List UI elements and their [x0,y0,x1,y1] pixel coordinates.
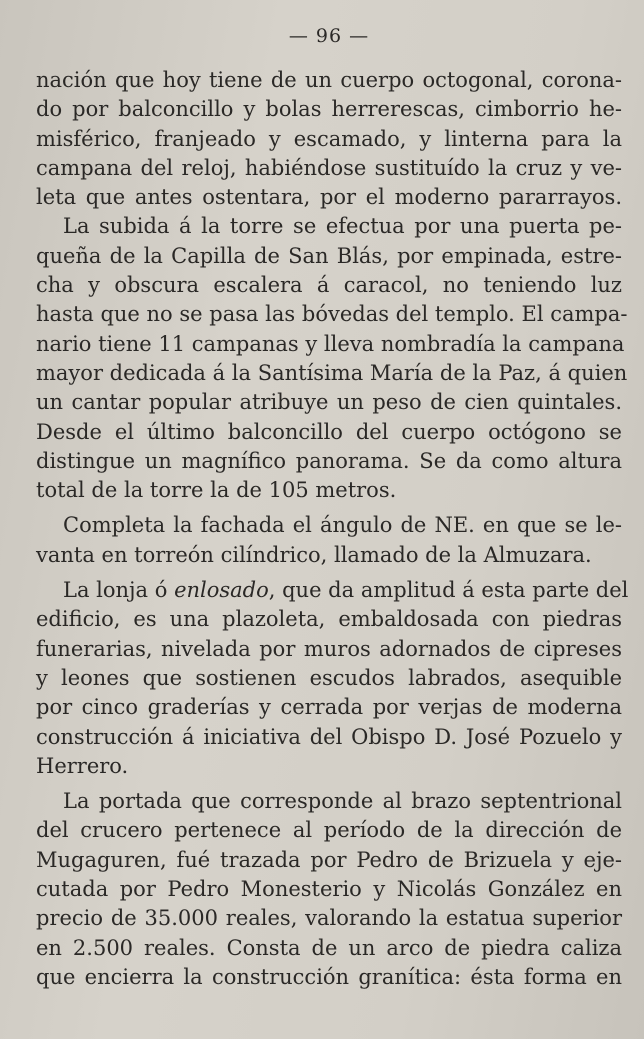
text-line: hasta que no se pasa las bóvedas del templo. El campa- [36,302,628,327]
text-line: edificio, es una plazoleta, embaldosada con piedras [36,607,622,632]
text-line: La subida á la torre se efectua por una puerta pe- [63,214,622,239]
text-line: campana del reloj, habiéndose sustituído la cruz y ve- [36,155,622,180]
text-line: Herrero. [36,753,129,778]
text-run: , que da amplitud á esta parte del [268,578,629,603]
text-line: total de la torre la de 105 metros. [36,478,397,503]
text-line: leta que antes ostentara, por el moderno pararrayos. [36,185,622,210]
paragraph-3 [36,511,622,570]
text-line: queña de la Capilla de San Blás, por empinada, estre- [36,243,622,268]
text-line: Desde el último balconcillo del cuerpo octógono se [36,419,622,444]
page-body [36,66,629,992]
text-line: distingue un magnífico panorama. Se da como altura [36,448,622,473]
text-line: del crucero pertenece al período de la dirección de [36,818,622,843]
text-line: y leones que sostienen escudos labrados, asequible [36,665,622,690]
text-line: La portada que corresponde al brazo septentrional [63,789,622,814]
text-line: Mugaguren, fué trazada por Pedro de Brizuela y eje- [36,847,622,872]
text-run: La lonja ó [63,578,175,603]
text-line: cutada por Pedro Monesterio y Nicolás González en [36,877,622,902]
text-line: que encierra la construcción granítica: ésta forma en [36,964,622,989]
page-number: — 96 — [288,25,370,47]
text-line: vanta en torreón cilíndrico, llamado de la Almuzara. [36,542,592,567]
text-line: un cantar popular atribuye un peso de cien quintales. [36,390,622,415]
text-line: Completa la fachada el ángulo de NE. en que se le- [63,513,622,538]
italic-term: enlosado [174,578,269,603]
paragraph-4 [36,576,629,781]
paragraph-5 [36,787,622,992]
text-line: nario tiene 11 campanas y lleva nombradía la campana [36,331,625,356]
text-line: en 2.500 reales. Consta de un arco de piedra caliza [36,935,622,960]
text-line: por cinco graderías y cerrada por verjas de moderna [36,695,622,720]
text-line: mayor dedicada á la Santísima María de la Paz, á quien [36,360,628,385]
text-line: funerarias, nivelada por muros adornados de cipreses [36,636,622,661]
text-line: misférico, franjeado y escamado, y linterna para la [36,126,622,151]
text-line: construcción á iniciativa del Obispo D. José Pozuelo y [36,724,622,749]
text-line: precio de 35.000 reales, valorando la estatua superior [36,906,622,931]
text-line [36,576,629,605]
text-line: do por balconcillo y bolas herrerescas, cimborrio he- [36,97,622,122]
text-line: nación que hoy tiene de un cuerpo octogonal, corona- [36,68,622,92]
paragraph-1 [36,66,622,212]
text-line: cha y obscura escalera á caracol, no teniendo luz [36,273,622,298]
paragraph-2 [36,212,628,505]
